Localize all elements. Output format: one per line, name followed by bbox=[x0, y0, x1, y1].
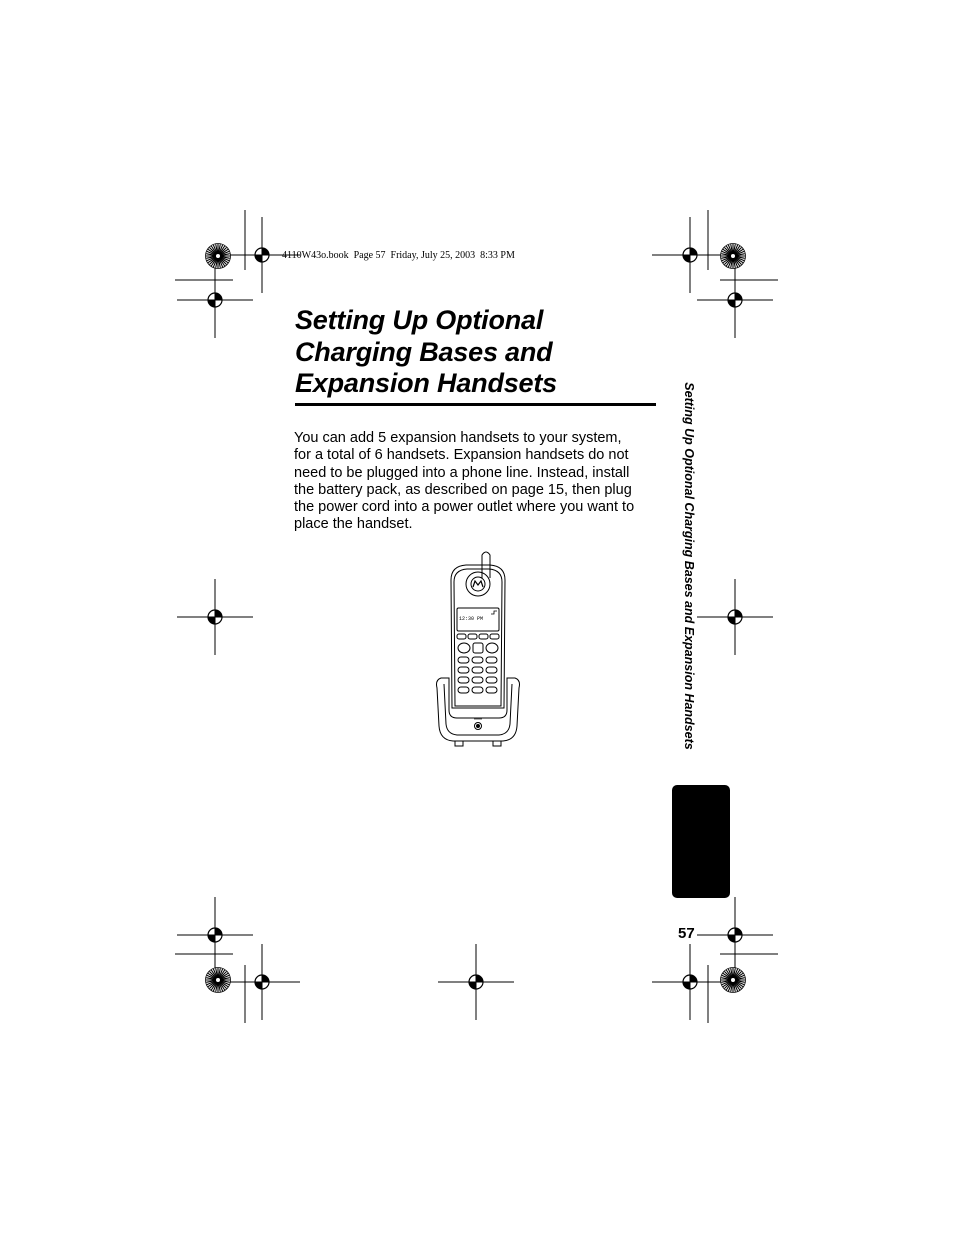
body-line: the battery pack, as described on page 15, then plug bbox=[294, 481, 632, 498]
side-tab-block bbox=[672, 785, 730, 898]
body-line: need to be plugged into a phone line. Instead, install bbox=[294, 464, 630, 481]
body-line: place the handset. bbox=[294, 516, 413, 533]
cordless-phone-in-charger-icon bbox=[433, 548, 523, 748]
page-number: 57 bbox=[678, 925, 695, 942]
print-header-note: 4110W43o.book Page 57 Friday, July 25, 2003 8:33 PM bbox=[282, 250, 515, 261]
body-paragraph bbox=[294, 430, 634, 534]
title-line: Charging Bases and bbox=[295, 336, 553, 367]
title-line: Setting Up Optional bbox=[295, 305, 544, 335]
title-underline bbox=[295, 403, 656, 406]
page-title bbox=[295, 305, 557, 400]
title-line: Expansion Handsets bbox=[295, 368, 557, 398]
body-line: for a total of 6 handsets. Expansion handsets do not bbox=[294, 447, 629, 464]
body-line: the power cord into a power outlet where you want to bbox=[294, 499, 635, 516]
handset-display-text: 12:30 PM bbox=[459, 616, 484, 622]
side-tab-label: Setting Up Optional Charging Bases and Expansion Handsets bbox=[682, 382, 696, 750]
body-line: You can add 5 expansion handsets to your system, bbox=[294, 430, 622, 446]
